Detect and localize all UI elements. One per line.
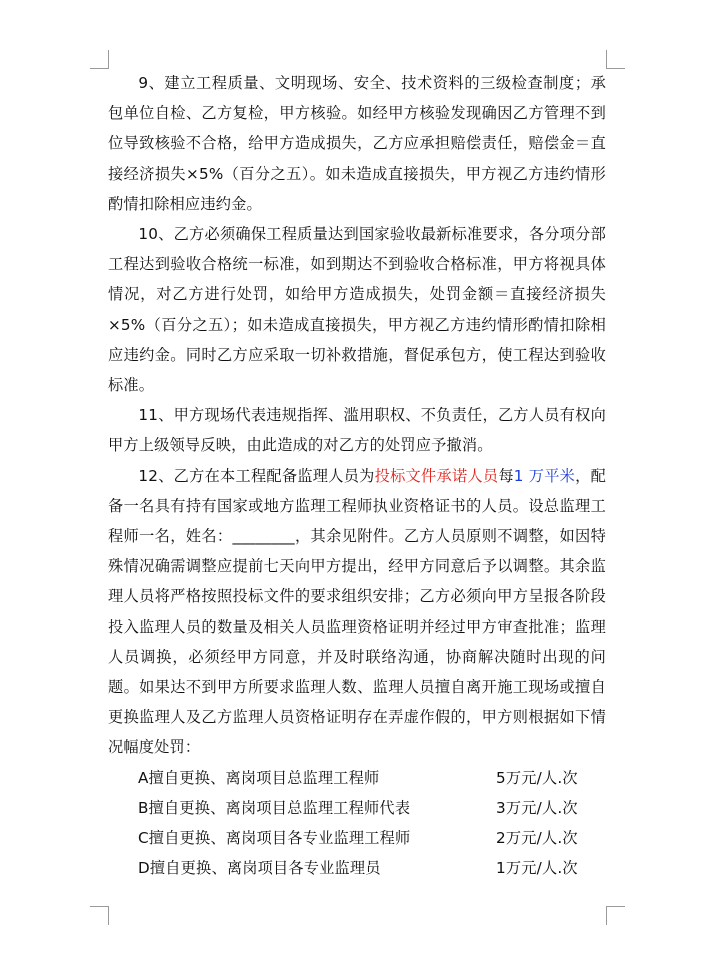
margin-corner-top-left (90, 50, 109, 69)
penalty-amount: 2万元/人.次 (496, 829, 578, 848)
margin-corner-bottom-right (606, 906, 625, 925)
penalty-amount: 5万元/人.次 (496, 768, 578, 787)
penalty-row (108, 793, 606, 823)
clause-12-mid: 每 (498, 466, 514, 485)
penalty-amount: 3万元/人.次 (496, 798, 578, 817)
penalty-label: A擅自更换、离岗项目总监理工程师 (138, 768, 380, 787)
document-body (108, 68, 606, 883)
penalty-row (108, 823, 606, 853)
margin-corner-bottom-left (90, 906, 109, 925)
penalty-row (108, 853, 606, 883)
penalty-row (108, 763, 606, 793)
penalty-label: D擅自更换、离岗项目各专业监理员 (138, 859, 381, 878)
clause-11: 11、甲方现场代表违规指挥、滥用职权、不负责任，乙方人员有权向甲方上级领导反映，由此造成的对乙方的处罚应予撤消。 (108, 406, 606, 455)
margin-corner-top-right (606, 50, 625, 69)
clause-9: 9、建立工程质量、文明现场、安全、技术资料的三级检查制度；承包单位自检、乙方复检，甲方核验。如经甲方核验发现确因乙方管理不到位导致核验不合格，给甲方造成损失，乙方应承担赔偿责任，赔偿金＝直接经济损失×5%（百分之五）。如未造成直接损失，甲方视乙方违约情形酌情扣除相应违约金。 (108, 74, 606, 213)
clause-10: 10、乙方必须确保工程质量达到国家验收最新标准要求，各分项分部工程达到验收合格统一标准，如到期达不到验收合格标准，甲方将视具体情况，对乙方进行处罚，如给甲方造成损失，处罚金额＝直接经济损失×5%（百分之五）；如未造成直接损失，甲方视乙方违约情形酌情扣除相应违约金。同时乙方应采取一切补救措施，督促承包方，使工程达到验收标准。 (108, 225, 606, 395)
clause-12-intro: 12、乙方在本工程配备监理人员为 (138, 466, 375, 485)
penalty-label: B擅自更换、离岗项目总监理工程师代表 (138, 798, 411, 817)
clause-12 (108, 461, 606, 763)
penalty-list (108, 763, 606, 884)
clause-12-red-highlight: 投标文件承诺人员 (374, 466, 499, 485)
penalty-label: C擅自更换、离岗项目各专业监理工程师 (138, 829, 411, 848)
clause-12-blue-highlight: 1 万平米 (513, 466, 576, 485)
clause-12-rest: ，配备一名具有持有国家或地方监理工程师执业资格证书的人员。设总监理工程师一名，姓名：________，其余见附件。乙方人员原则不调整，如因特殊情况确需调整应提前七天向甲方提出，经甲方同意后予以调整。其余监理人员将严格按照投标文件的要求组织安排；乙方必须向甲方呈报各阶段投入监理人员的数量及相关人员监理资格证明并经过甲方审查批准；监理人员调换，必须经甲方同意，并及时联络沟通，协商解决随时出现的问题。如果达不到甲方所要求监理人数、监理人员擅自离开施工现场或擅自更换监理人及乙方监理人员资格证明存在弄虚作假的，甲方则根据如下情况幅度处罚： (108, 466, 607, 757)
penalty-amount: 1万元/人.次 (496, 859, 578, 878)
